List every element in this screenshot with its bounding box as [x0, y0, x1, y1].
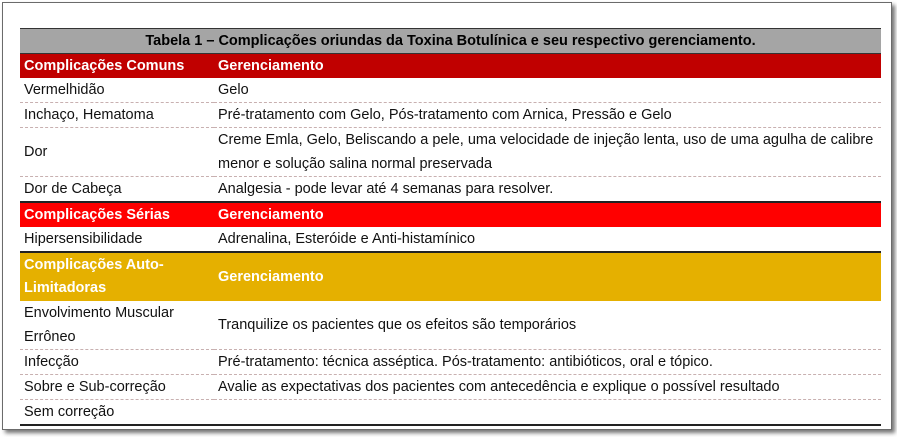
management-cell: Creme Emla, Gelo, Beliscando a pele, uma velocidade de injeção lenta, uso de uma agulha de calibre menor e solução salina normal preservada [214, 128, 881, 177]
management-cell: Gelo [214, 78, 881, 103]
header-complications-self-limiting: Complicações Auto-Limitadoras [20, 252, 214, 301]
table-row [20, 301, 881, 350]
complication-cell: Hipersensibilidade [20, 227, 214, 252]
management-cell: Adrenalina, Esteróide e Anti-histamínico [214, 227, 881, 252]
table-row [20, 227, 881, 252]
management-cell: Avalie as expectativas dos pacientes com antecedência e explique o possível resultado [214, 375, 881, 400]
table-frame [2, 2, 892, 430]
complication-cell: Sobre e Sub-correção [20, 375, 214, 400]
table-title: Tabela 1 – Complicações oriundas da Toxina Botulínica e seu respectivo gerenciamento. [20, 29, 881, 54]
complication-cell: Dor de Cabeça [20, 177, 214, 203]
table-row [20, 400, 881, 426]
section-header-self-limiting [20, 252, 881, 301]
table-row [20, 375, 881, 400]
complication-cell: Inchaço, Hematoma [20, 103, 214, 128]
management-cell: Pré-tratamento com Gelo, Pós-tratamento com Arnica, Pressão e Gelo [214, 103, 881, 128]
header-management: Gerenciamento [214, 202, 881, 227]
header-management: Gerenciamento [214, 252, 881, 301]
header-management: Gerenciamento [214, 54, 881, 79]
section-header-common [20, 54, 881, 79]
table-row [20, 78, 881, 103]
header-complications-common: Complicações Comuns [20, 54, 214, 79]
section-header-serious [20, 202, 881, 227]
table-row [20, 177, 881, 203]
header-complications-serious: Complicações Sérias [20, 202, 214, 227]
table-row [20, 103, 881, 128]
complications-table [20, 28, 881, 426]
table-row [20, 350, 881, 375]
management-cell: Analgesia - pode levar até 4 semanas para resolver. [214, 177, 881, 203]
table-title-row [20, 29, 881, 54]
management-cell [214, 400, 881, 426]
complication-cell: Sem correção [20, 400, 214, 426]
complication-cell: Infecção [20, 350, 214, 375]
complication-cell: Dor [20, 128, 214, 177]
management-cell: Pré-tratamento: técnica asséptica. Pós-tratamento: antibióticos, oral e tópico. [214, 350, 881, 375]
management-cell: Tranquilize os pacientes que os efeitos são temporários [214, 301, 881, 350]
complication-cell: Envolvimento Muscular Errôneo [20, 301, 214, 350]
table-row [20, 128, 881, 177]
complication-cell: Vermelhidão [20, 78, 214, 103]
